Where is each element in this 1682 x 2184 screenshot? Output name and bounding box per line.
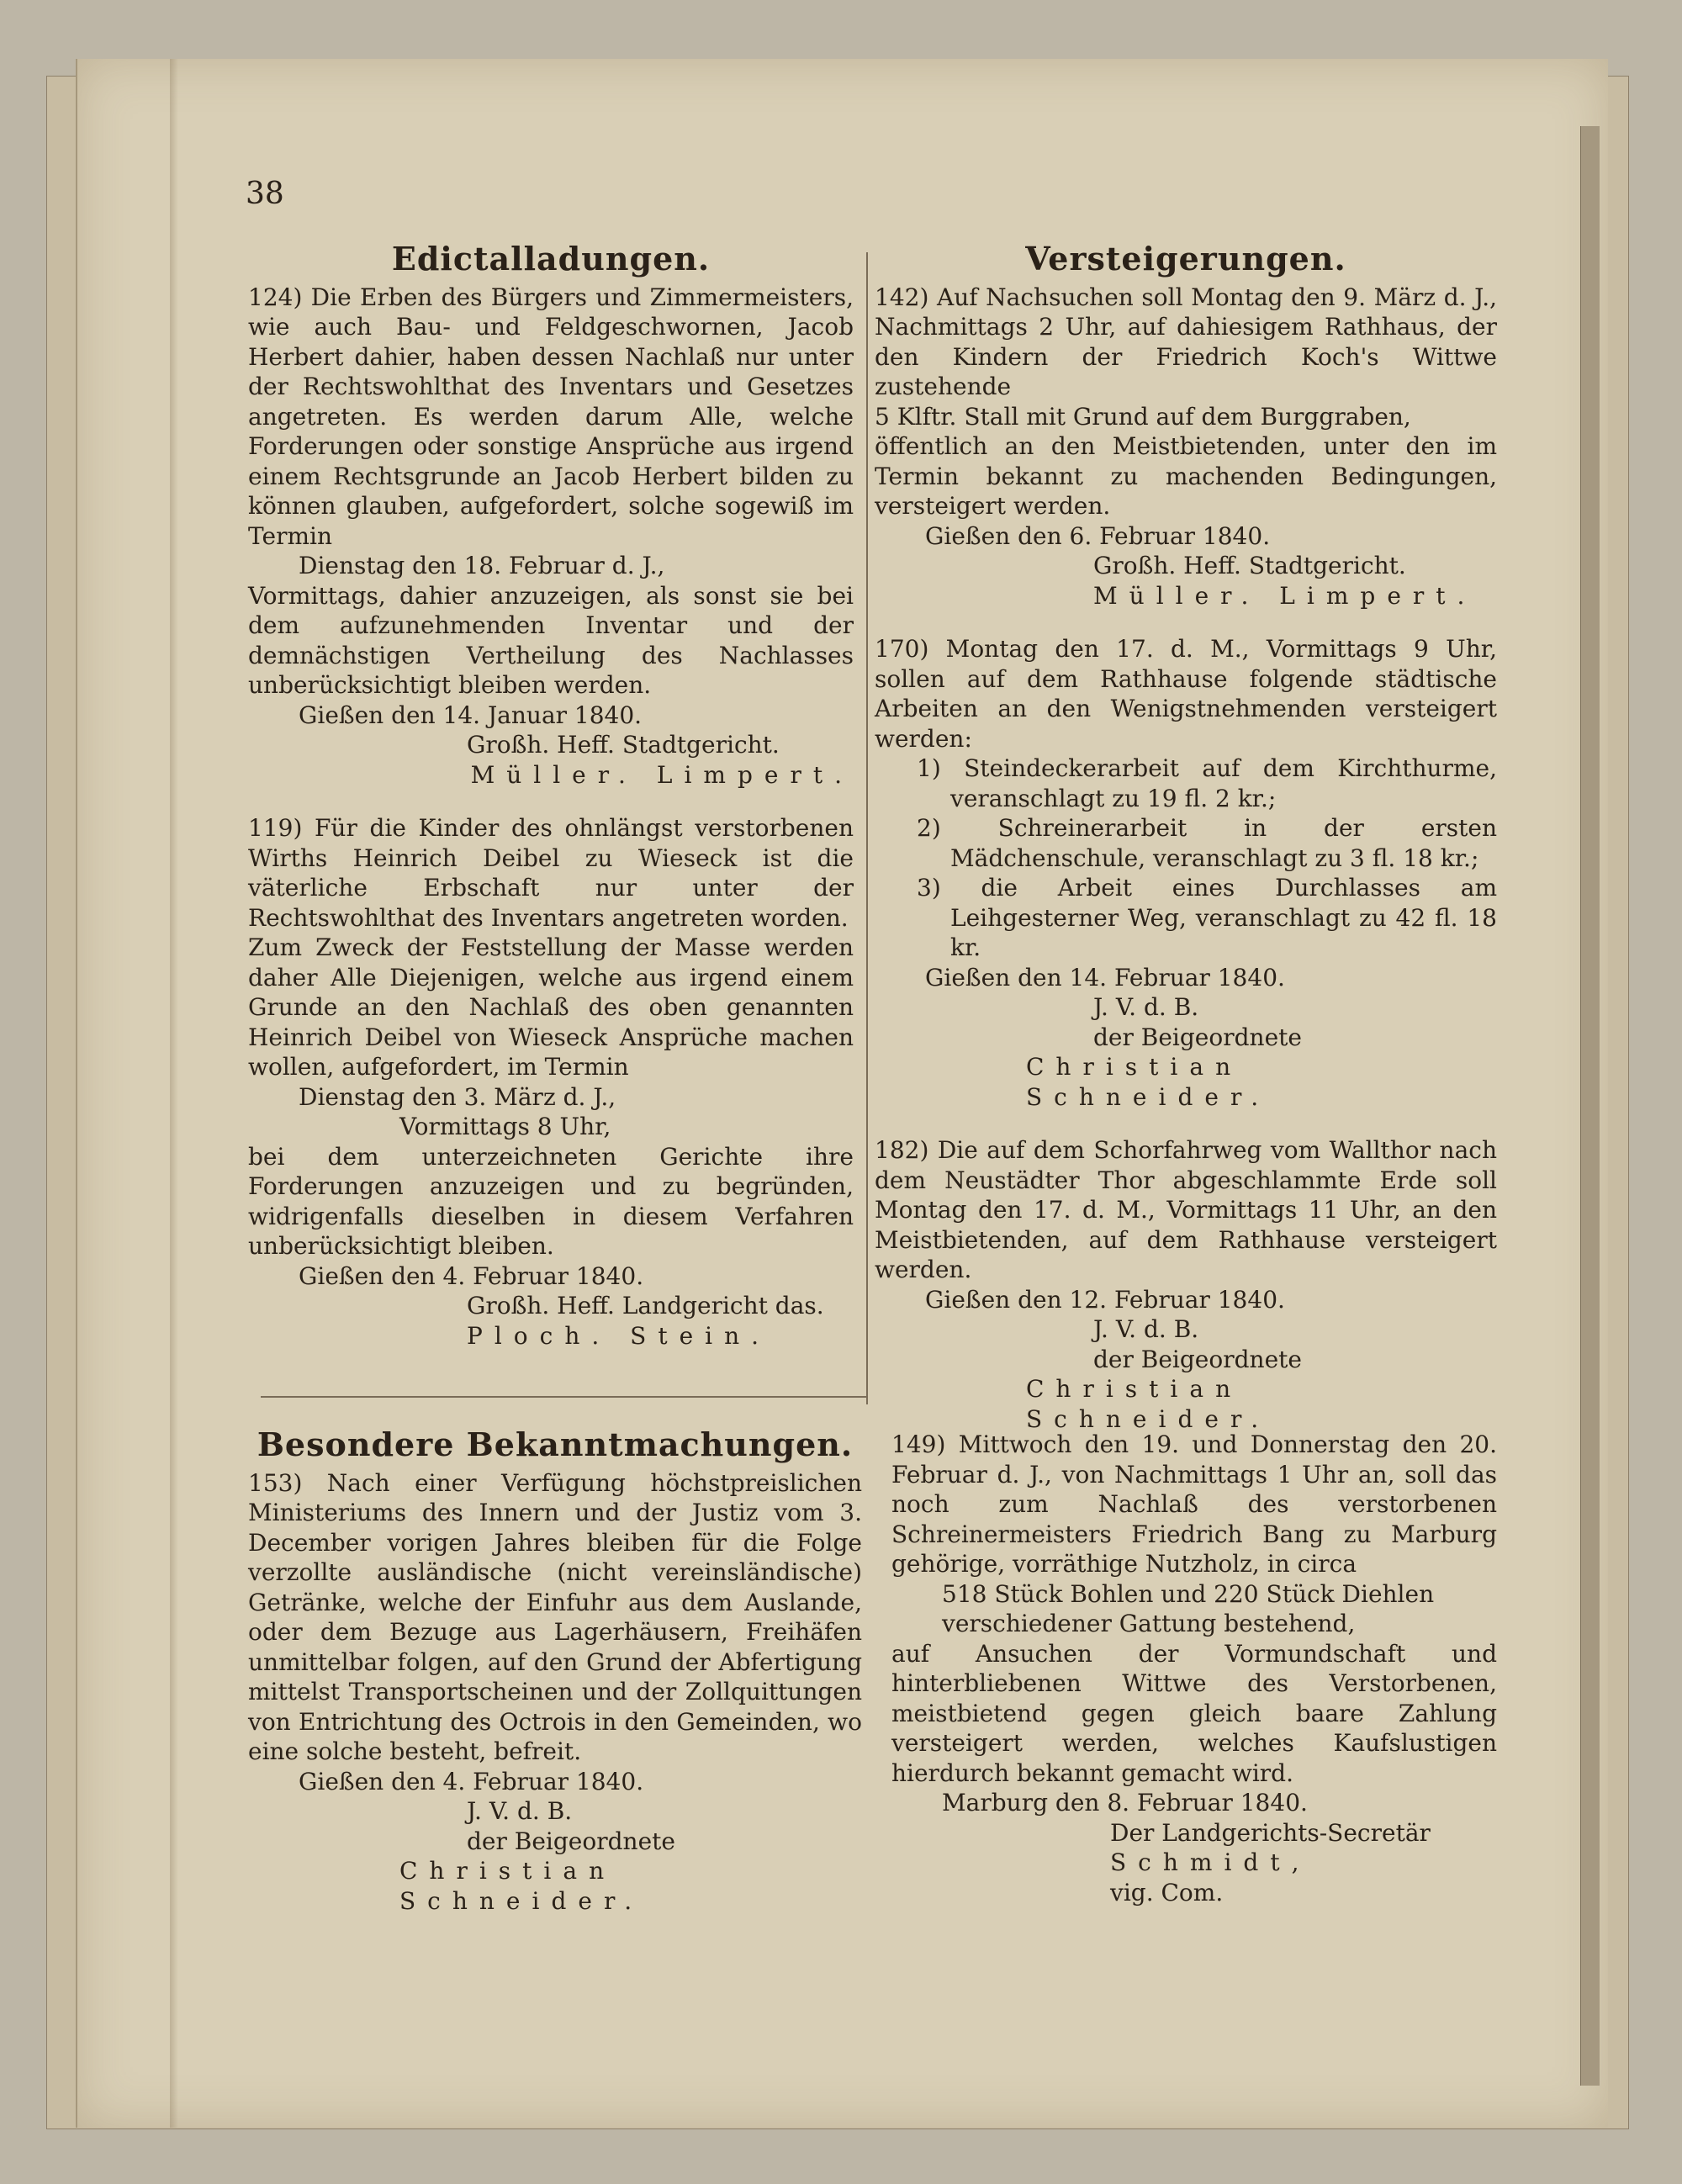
special-column [248, 1425, 862, 1916]
auction-heading: Versteigerungen. [1025, 240, 1346, 278]
notice-182 [875, 1135, 1497, 1434]
notice-182-sig2: der Beigeordnete [1093, 1345, 1302, 1373]
notice-170-item-3: 3) die Arbeit eines Durchlasses am Leihgesterner Weg, veranschlagt zu 42 fl. 18 kr. [917, 874, 1497, 961]
notice-149-body2: auf Ansuchen der Vormundschaft und hinterbliebenen Wittwe des Verstorbenen, meistbietend gegen gleich baare Zahlung versteigert werden, welches Kaufslustigen hierdurch bekannt gemacht wird. [891, 1639, 1497, 1787]
notice-170 [875, 634, 1497, 1112]
notice-170-sig2: der Beigeordnete [1093, 1023, 1302, 1051]
column-divider [866, 252, 868, 1404]
page-number: 38 [246, 177, 284, 211]
notice-170-place-date: Gießen den 14. Februar 1840. [925, 963, 1285, 992]
notice-119 [248, 813, 854, 1351]
notice-153-body: 153) Nach einer Verfügung höchstpreislichen Ministeriums des Innern und der Justiz vom 3. December vorigen Jahres bleiben für die Folge verzollte ausländische (nicht vereinsländische) Getränke, welche der Einfuhr aus dem Auslande, oder dem Bezuge aus Lagerhäusern, Freihäfen unmittelbar folgen, auf den Grund der Abfertigung mittelst Transportscheinen und der Zollquittungen von Entrichtung des Octrois in den Gemeinden, wo eine solche besteht, befreit. [248, 1468, 862, 1765]
notice-170-item-2: 2) Schreinerarbeit in der ersten Mädchenschule, veranschlagt zu 3 fl. 18 kr.; [917, 814, 1497, 872]
notice-182-sig3: Christian Schneider. [1026, 1375, 1271, 1433]
section-divider [261, 1396, 866, 1398]
notice-119-place-date: Gießen den 4. Februar 1840. [299, 1261, 644, 1290]
notice-153-place-date: Gießen den 4. Februar 1840. [299, 1767, 644, 1795]
notice-142-place-date: Gießen den 6. Februar 1840. [925, 521, 1271, 550]
notice-124 [248, 283, 854, 791]
special-heading: Besondere Bekanntmachungen. [257, 1425, 854, 1463]
notice-119-body3: bei dem unterzeichneten Gerichte ihre Forderungen anzuzeigen und zu begründen, widrigenfalls dieselben in diesem Verfahren unberücksichtigt bleiben. [248, 1142, 854, 1260]
notice-149-item: 518 Stück Bohlen und 220 Stück Diehlen verschiedener Gattung bestehend, [942, 1579, 1435, 1637]
notice-142 [875, 283, 1497, 611]
notice-124-body: 124) Die Erben des Bürgers und Zimmermeisters, wie auch Bau- und Feldgeschwornen, Jacob Herbert dahier, haben dessen Nachlaß nur unter der Rechtswohlthat des Inventars und Gesetzes angetreten. Es werden darum Alle, welche Forderungen oder sonstige Ansprüche aus irgend einem Rechtsgrunde an Jacob Herbert bilden zu können glauben, aufgefordert, solche sogewiß im Termin [248, 283, 854, 550]
notice-124-court: Großh. Heff. Stadtgericht. [467, 731, 780, 759]
notice-124-date-line: Dienstag den 18. Februar d. J., [299, 552, 665, 579]
notice-119-body2: Zum Zweck der Feststellung der Masse werden daher Alle Diejenigen, welche aus irgend einem Grunde an den Nachlaß des oben genannten Heinrich Deibel von Wieseck Ansprüche machen wollen, aufgefordert, im Termin [248, 933, 854, 1081]
notice-142-court: Großh. Heff. Stadtgericht. [1093, 552, 1406, 579]
notice-119-date-line: Dienstag den 3. März d. J., [299, 1082, 616, 1111]
edict-heading: Edictalladungen. [391, 240, 711, 278]
notice-119-time-line: Vormittags 8 Uhr, [399, 1113, 611, 1140]
notice-142-body: 142) Auf Nachsuchen soll Montag den 9. März d. J., Nachmittags 2 Uhr, auf dahiesigem Rathhaus, der den Kindern der Friedrich Koch's Wittwe zustehende [875, 283, 1497, 400]
notice-153-sig2: der Beigeordnete [467, 1827, 675, 1855]
notice-119-signers: Ploch. Stein. [467, 1321, 771, 1350]
notice-142-body2: öffentlich an den Meistbietenden, unter den im Termin bekannt zu machenden Bedingungen, versteigert werden. [875, 432, 1497, 520]
edict-column [248, 240, 854, 1351]
notice-142-item: 5 Klftr. Stall mit Grund auf dem Burggraben, [875, 402, 1411, 431]
notice-124-place-date: Gießen den 14. Januar 1840. [299, 701, 643, 729]
notice-119-court: Großh. Heff. Landgericht das. [467, 1292, 824, 1319]
auction-column [875, 240, 1497, 1434]
page-spine-shadow [170, 59, 178, 2128]
notice-149-sig1: Der Landgerichts-Secretär [1110, 1818, 1431, 1847]
notice-182-place-date: Gießen den 12. Februar 1840. [925, 1285, 1285, 1314]
auction-column-lower [891, 1430, 1497, 1907]
page-edge-strip [1580, 126, 1600, 2086]
notice-153 [248, 1468, 862, 1917]
notice-170-sig3: Christian Schneider. [1026, 1053, 1271, 1111]
notice-149 [891, 1430, 1497, 1907]
notice-153-sig3: Christian Schneider. [399, 1857, 644, 1915]
notice-142-signers: Müller. Limpert. [1093, 581, 1477, 610]
notice-124-signers: Müller. Limpert. [470, 760, 854, 789]
notice-119-body: 119) Für die Kinder des ohnlängst verstorbenen Wirths Heinrich Deibel zu Wieseck ist die väterliche Erbschaft nur unter der Rechtswohlthat des Inventars angetreten worden. [248, 814, 854, 932]
notice-182-body: 182) Die auf dem Schorfahrweg vom Wallthor nach dem Neustädter Thor abgeschlammte Erde soll Montag den 17. d. M., Vormittags 11 Uhr, an den Meistbietenden, auf dem Rathhause versteigert werden. [875, 1136, 1497, 1283]
notice-149-body: 149) Mittwoch den 19. und Donnerstag den 20. Februar d. J., von Nachmittags 1 Uhr an, soll das noch zum Nachlaß des verstorbenen Schreinermeisters Friedrich Bang zu Marburg gehörige, vorräthige Nutzholz, in circa [891, 1430, 1497, 1578]
notice-182-sig1: J. V. d. B. [1093, 1315, 1199, 1343]
notice-149-place-date: Marburg den 8. Februar 1840. [942, 1789, 1308, 1816]
notice-149-sig2: Schmidt, [1110, 1848, 1311, 1876]
notice-149-sig3: vig. Com. [1110, 1878, 1224, 1906]
notice-170-sig1: J. V. d. B. [1093, 993, 1199, 1021]
notice-170-item-1: 1) Steindeckerarbeit auf dem Kirchthurme, veranschlagt zu 19 fl. 2 kr.; [917, 754, 1497, 812]
notice-170-body: 170) Montag den 17. d. M., Vormittags 9 Uhr, sollen auf dem Rathhause folgende städtische Arbeiten an den Wenigstnehmenden versteigert werden: [875, 635, 1497, 753]
notice-153-sig1: J. V. d. B. [467, 1797, 573, 1825]
notice-124-body2: Vormittags, dahier anzuzeigen, als sonst sie bei dem aufzunehmenden Inventar und der demnächstigen Vertheilung des Nachlasses unberücksichtigt bleiben werden. [248, 581, 854, 699]
